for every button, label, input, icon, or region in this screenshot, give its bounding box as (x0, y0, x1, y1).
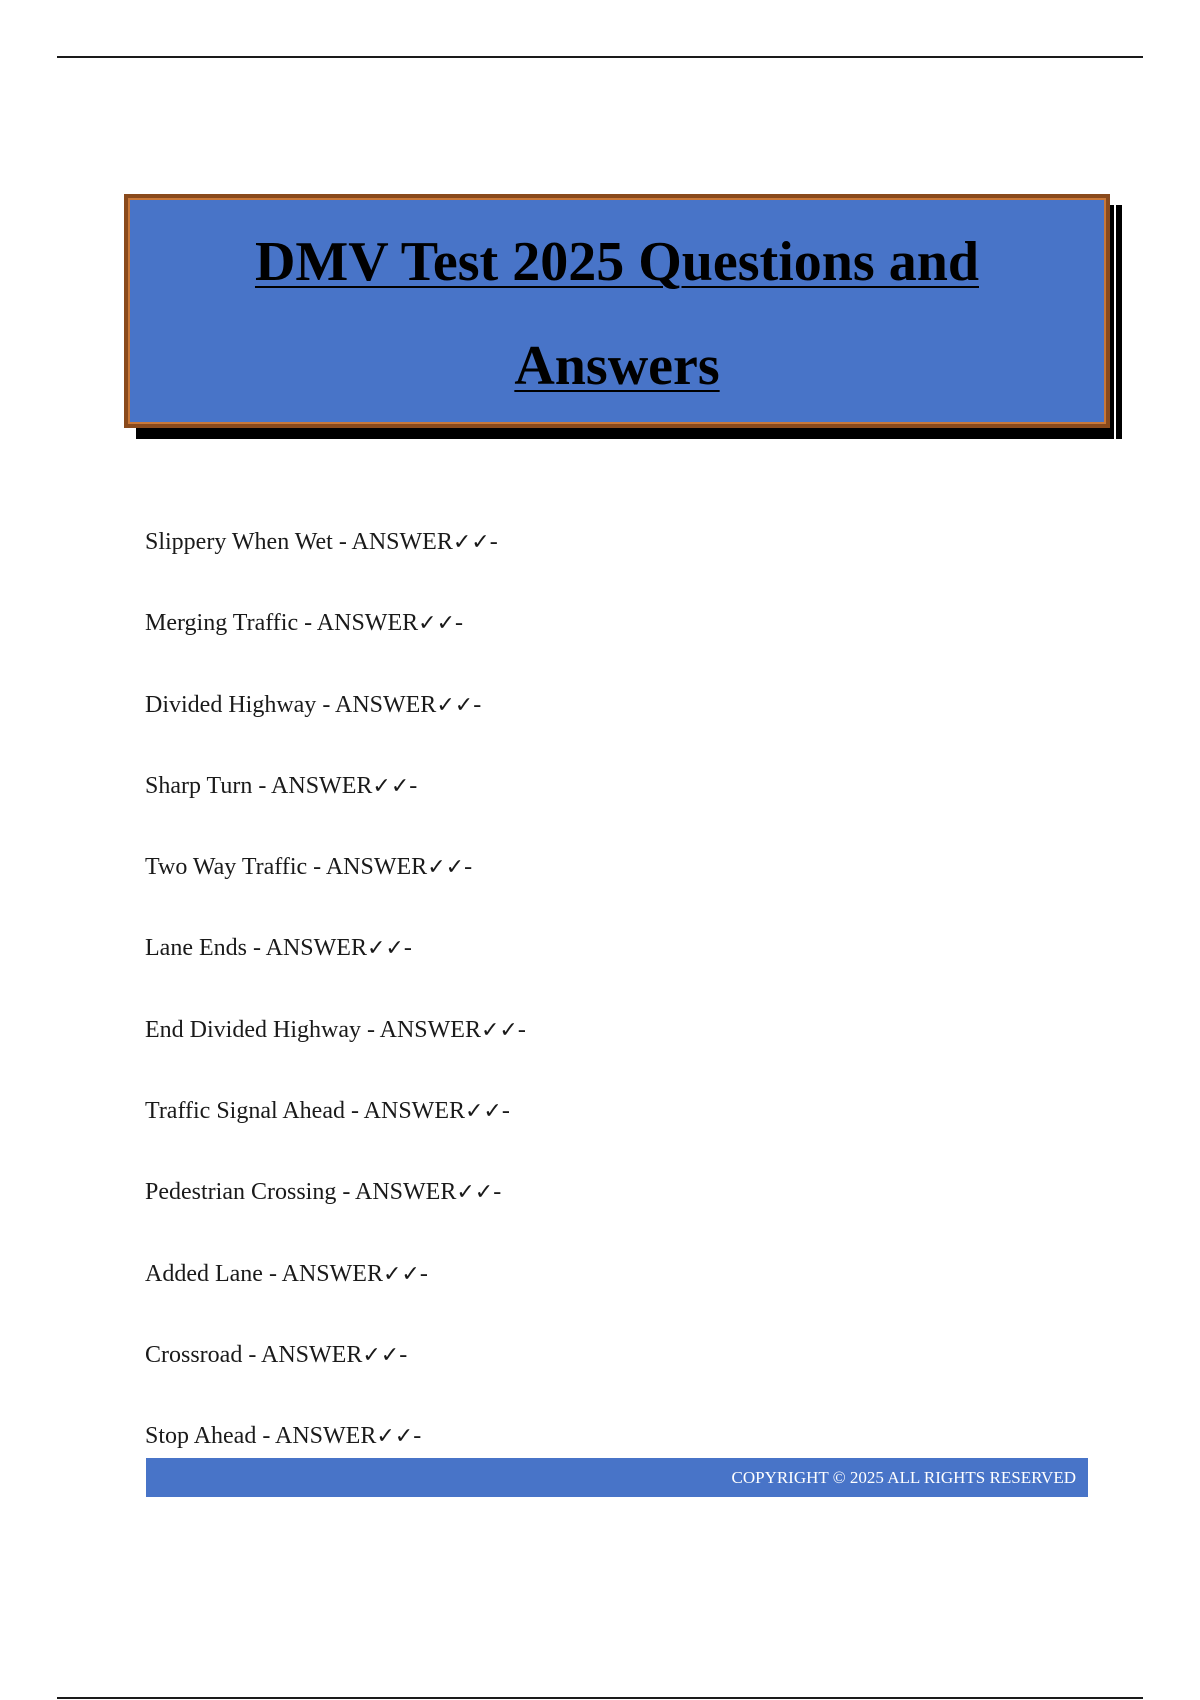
checkmark-icon: ✓✓ (436, 692, 474, 718)
separator: - (344, 1098, 364, 1125)
checkmark-icon: ✓✓ (465, 1099, 502, 1125)
question-text: Two Way Traffic (145, 854, 308, 881)
checkmark-icon: ✓✓ (452, 530, 490, 555)
trailing-dash: - (517, 1016, 526, 1043)
answer-label: ANSWER (271, 772, 373, 799)
question-text: Lane Ends (145, 935, 247, 962)
question-text: Traffic Signal Ahead (145, 1098, 345, 1125)
checkmark-icon: ✓✓ (376, 1424, 414, 1450)
separator: - (336, 1179, 355, 1206)
separator: - (246, 935, 266, 962)
separator: - (262, 1260, 282, 1287)
question-text: Pedestrian Crossing (145, 1179, 337, 1206)
list-item (145, 1331, 526, 1412)
question-text: Merging Traffic (145, 610, 299, 637)
answer-label: ANSWER (334, 691, 437, 718)
answer-label: ANSWER (261, 1341, 363, 1368)
top-rule (57, 56, 1143, 58)
list-item (145, 843, 526, 924)
trailing-dash: - (473, 691, 482, 718)
copyright-footer (146, 1458, 1088, 1497)
copyright-text: COPYRIGHT © 2025 ALL RIGHTS RESERVED (731, 1468, 1076, 1487)
checkmark-icon: ✓✓ (382, 1261, 420, 1287)
answer-label: ANSWER (281, 1260, 383, 1287)
trailing-dash: - (489, 529, 498, 555)
checkmark-icon: ✓✓ (372, 773, 410, 799)
answer-label: ANSWER (275, 1423, 377, 1450)
separator: - (298, 610, 317, 637)
trailing-dash: - (399, 1341, 408, 1368)
separator: - (252, 772, 272, 799)
checkmark-icon: ✓✓ (427, 855, 465, 881)
document-title (128, 198, 1106, 418)
list-item (145, 1250, 526, 1331)
answer-label: ANSWER (355, 1179, 457, 1206)
list-item (145, 518, 526, 599)
title-line-1: DMV Test 2025 Questions and (254, 231, 979, 293)
checkmark-icon: ✓✓ (456, 1180, 494, 1206)
answer-label: ANSWER (316, 610, 419, 637)
separator: - (316, 691, 335, 718)
list-item (145, 762, 526, 843)
trailing-dash: - (501, 1098, 510, 1125)
answer-label: ANSWER (363, 1098, 465, 1125)
checkmark-icon: ✓✓ (366, 936, 404, 962)
question-list (145, 518, 526, 1494)
question-text: Slippery When Wet (145, 529, 333, 555)
checkmark-icon: ✓✓ (418, 611, 456, 637)
separator: - (332, 529, 352, 555)
checkmark-icon: ✓✓ (480, 1017, 518, 1043)
answer-label: ANSWER (379, 1016, 481, 1043)
bottom-rule (57, 1697, 1143, 1699)
separator: - (360, 1016, 380, 1043)
question-text: Added Lane (145, 1260, 263, 1287)
question-text: End Divided Highway (145, 1016, 361, 1043)
list-item (145, 1006, 526, 1087)
list-item (145, 599, 526, 680)
question-text: Stop Ahead (145, 1423, 257, 1450)
answer-label: ANSWER (265, 935, 367, 962)
list-item (145, 924, 526, 1005)
question-text: Divided Highway (145, 691, 317, 718)
list-item (145, 1087, 526, 1168)
answer-label: ANSWER (325, 854, 428, 881)
trailing-dash: - (409, 772, 418, 799)
separator: - (307, 854, 326, 881)
trailing-dash: - (403, 935, 412, 962)
question-text: Sharp Turn (145, 772, 253, 799)
title-line-2: Answers (514, 335, 720, 397)
separator: - (242, 1341, 261, 1368)
list-item (145, 681, 526, 762)
answer-label: ANSWER (351, 529, 453, 555)
checkmark-icon: ✓✓ (362, 1342, 400, 1368)
title-banner (124, 194, 1110, 428)
trailing-dash: - (464, 854, 473, 881)
trailing-dash: - (455, 610, 464, 637)
question-text: Crossroad (145, 1341, 243, 1368)
list-item (145, 1168, 526, 1249)
trailing-dash: - (493, 1179, 502, 1206)
separator: - (256, 1423, 275, 1450)
trailing-dash: - (413, 1423, 422, 1450)
trailing-dash: - (419, 1260, 428, 1287)
